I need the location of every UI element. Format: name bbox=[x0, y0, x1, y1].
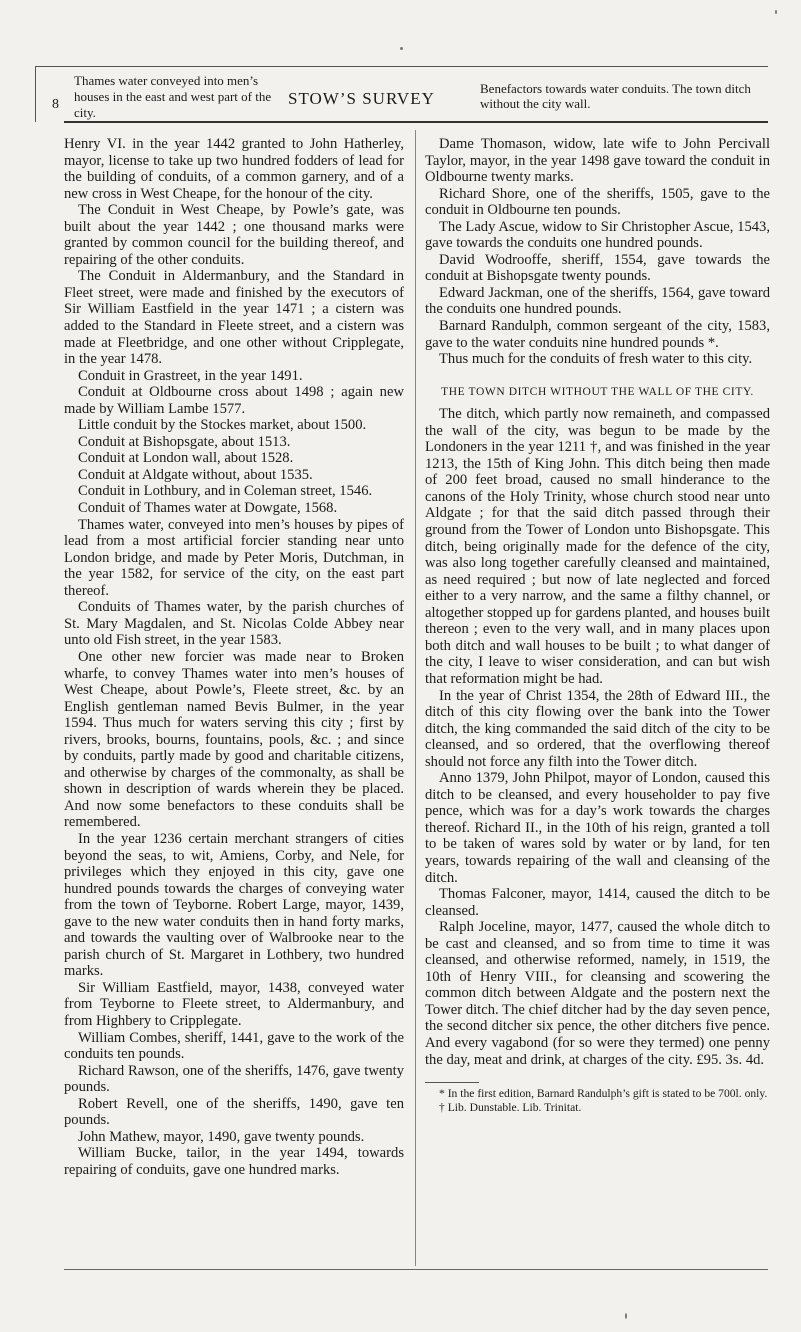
paragraph: David Wodrooffe, sheriff, 1554, gave towards the conduit at Bishopsgate twenty pounds. bbox=[425, 251, 770, 285]
paragraph: Henry VI. in the year 1442 granted to John Hatherley, mayor, license to take up two hundred fodders of lead for the building of conduits, of a common garnery, and of a new cross in West Cheape, for the honour of the city. bbox=[64, 136, 404, 202]
header-left-rule bbox=[35, 66, 36, 122]
running-title: STOW’S SURVEY bbox=[288, 89, 435, 108]
footnote-rule bbox=[425, 1082, 479, 1083]
paragraph: The ditch, which partly now remaineth, and compassed the wall of the city, was begun to be made by the Londoners in the year 1211 †, and was finished in the year 1213, the 15th of King John. This ditch being then made of 200 feet broad, caused no small hinderance to the canons of the Holy Trinity, whose church stood near unto Aldgate ; for that the said ditch passed through their ground from the Tower of London unto Bishopsgate. This ditch, being originally made for the defence of the city, was also long together carefully cleansed and maintained, as need required ; but now of late neglected and forced either to a very narrow, and the same a filthy channel, or altogether stopped up for gardens planted, and houses built thereon ; even to the very wall, and in many places upon both ditch and wall houses to be built ; to what danger of the city, I leave to wiser consideration, and can but wish that reformation might be had. bbox=[425, 406, 770, 687]
left-column bbox=[64, 136, 404, 1178]
paragraph: William Bucke, tailor, in the year 1494, towards repairing of conduits, gave one hundred marks. bbox=[64, 1145, 404, 1178]
paragraph: Anno 1379, John Philpot, mayor of London, caused this ditch to be cleansed, and every householder to pay five pence, which was for a day’s work towards the charges thereof. Richard II., in the 10th of his reign, granted a toll to be taken of wares sold by water or by land, for ten years, towards repairing of the wall and cleansing of the ditch. bbox=[425, 770, 770, 886]
paragraph: † Lib. Dunstable. Lib. Trinitat. bbox=[439, 1101, 582, 1115]
paragraph: Thomas Falconer, mayor, 1414, caused the ditch to be cleansed. bbox=[425, 886, 770, 919]
paper-speck bbox=[625, 1313, 627, 1319]
paragraph: * In the first edition, Barnard Randulph’s gift is stated to be 700l. only. bbox=[439, 1087, 768, 1101]
paragraph: Conduits of Thames water, by the parish churches of St. Mary Magdalen, and St. Nicolas Colde Abbey near unto old Fish street, in the year 1583. bbox=[64, 599, 404, 649]
right-margin-note: Benefactors towards water conduits. The town ditch without the city wall. bbox=[480, 81, 751, 111]
left-margin-note: Thames water conveyed into men’s houses in the east and west part of the city. bbox=[74, 73, 272, 120]
paragraph: Ralph Joceline, mayor, 1477, caused the whole ditch to be cast and cleansed, and so from time to time it was cleansed, and otherwise reformed, namely, in 1519, the 10th of Henry VIII., for cleansing and scowering the common ditch between Aldgate and the postern next the Tower ditch. The chief ditcher had by the day seven pence, the second ditcher six pence, the other ditchers five pence. And every vagabond (for so were they termed) one penny the day, meat and drink, at charges of the city. £95. 3s. 4d. bbox=[425, 919, 770, 1068]
paragraph: Conduit in Grastreet, in the year 1491. bbox=[78, 367, 303, 384]
paragraph: Little conduit by the Stockes market, about 1500. bbox=[78, 417, 367, 434]
paragraph: Thames water, conveyed into men’s houses by pipes of lead from a most artificial forcier standing near unto London bridge, and made by Peter Moris, Dutchman, in the year 1582, for service of the city, on the east part thereof. bbox=[64, 516, 404, 599]
page-number: 8 bbox=[52, 97, 59, 112]
paragraph: John Mathew, mayor, 1490, gave twenty pounds. bbox=[78, 1128, 365, 1145]
paragraph: In the year 1236 certain merchant strangers of cities beyond the seas, to wit, Amiens, Corby, and Nele, for privileges which they enjoyed in this city, gave one hundred pounds towards the charges of conveying water from the town of Teyborne. Robert Large, mayor, 1439, gave to the new water conduits then in hand forty marks, and towards the vaulting over of Walbrooke near to the parish church of St. Margaret in Lothbery, two hundred marks. bbox=[64, 830, 404, 980]
right-column bbox=[425, 136, 770, 1115]
paragraph: William Combes, sheriff, 1441, gave to the work of the conduits ten pounds. bbox=[64, 1029, 404, 1063]
paragraph: The Lady Ascue, widow to Sir Christopher Ascue, 1543, gave towards the conduits one hundred pounds. bbox=[425, 218, 770, 252]
paragraph: Robert Revell, one of the sheriffs, 1490, gave ten pounds. bbox=[64, 1095, 404, 1129]
paragraph: Richard Rawson, one of the sheriffs, 1476, gave twenty pounds. bbox=[64, 1062, 404, 1096]
paragraph: Edward Jackman, one of the sheriffs, 1564, gave toward the conduits one hundred pounds. bbox=[425, 284, 770, 318]
page-bottom-rule bbox=[64, 1269, 768, 1270]
paragraph: The Conduit in Aldermanbury, and the Standard in Fleet street, were made and finished by the executors of Sir William Eastfield in the year 1471 ; a cistern was added to the Standard in Fleete street, and a cistern was made at Fleetbridge, and one other without Cripplegate, in the year 1478. bbox=[64, 268, 404, 368]
footnotes bbox=[425, 1087, 770, 1115]
paragraph: The Conduit in West Cheape, by Powle’s gate, was built about the year 1442 ; one thousand marks were granted by common council for the building thereof, and repairing of the other conduits. bbox=[64, 202, 404, 268]
paragraph: Conduit at Bishopsgate, about 1513. bbox=[78, 433, 291, 450]
paragraph: Dame Thomason, widow, late wife to John Percivall Taylor, mayor, in the year 1498 gave toward the conduit in Oldbourne twenty marks. bbox=[425, 136, 770, 186]
town-ditch-text bbox=[425, 406, 770, 1068]
header-top-rule bbox=[35, 66, 768, 67]
paper-speck bbox=[400, 47, 403, 50]
paragraph: Barnard Randulph, common sergeant of the city, 1583, gave to the water conduits nine hundred pounds *. bbox=[425, 318, 770, 351]
paper-speck bbox=[775, 10, 777, 14]
paragraph: Thus much for the conduits of fresh water to this city. bbox=[439, 351, 753, 368]
conduit-benefactors-text bbox=[425, 136, 770, 368]
header-rule bbox=[64, 121, 768, 123]
paragraph: Conduit at London wall, about 1528. bbox=[78, 450, 294, 467]
paragraph: In the year of Christ 1354, the 28th of Edward III., the ditch of this city flowing over the bank into the Tower ditch, the king commanded the said ditch of the city to be cleansed, and so ordered, that the overflowing thereof should not force any filth into the Tower ditch. bbox=[425, 687, 770, 770]
column-divider bbox=[415, 130, 416, 1266]
paragraph: One other new forcier was made near to Broken wharfe, to convey Thames water into men’s houses of West Cheape, about Powle’s, Fleete street, &c. by an English gentleman named Bevis Bulmer, in the year 1594. Thus much for waters serving this city ; first by rivers, brooks, bourns, fountains, pools, &c. ; and since by conduits, partly made by good and charitable citizens, and otherwise by charges of the commonalty, as shall be shown in description of wards wherein they be placed. And now some benefactors to these conduits shall be remembered. bbox=[64, 648, 404, 831]
paragraph: Sir William Eastfield, mayor, 1438, conveyed water from Teyborne to Fleete street, to Aldermanbury, and from Highbery to Cripplegate. bbox=[64, 979, 404, 1029]
paragraph: Richard Shore, one of the sheriffs, 1505, gave to the conduit in Oldbourne ten pounds. bbox=[425, 185, 770, 219]
paragraph: Conduit at Aldgate without, about 1535. bbox=[78, 466, 313, 483]
section-heading-town-ditch: THE TOWN DITCH WITHOUT THE WALL OF THE CITY. bbox=[441, 385, 754, 398]
paragraph: Conduit of Thames water at Dowgate, 1568. bbox=[78, 500, 338, 517]
paragraph: Conduit at Oldbourne cross about 1498 ; again new made by William Lambe 1577. bbox=[64, 384, 404, 417]
paragraph: Conduit in Lothbury, and in Coleman street, 1546. bbox=[78, 483, 373, 500]
